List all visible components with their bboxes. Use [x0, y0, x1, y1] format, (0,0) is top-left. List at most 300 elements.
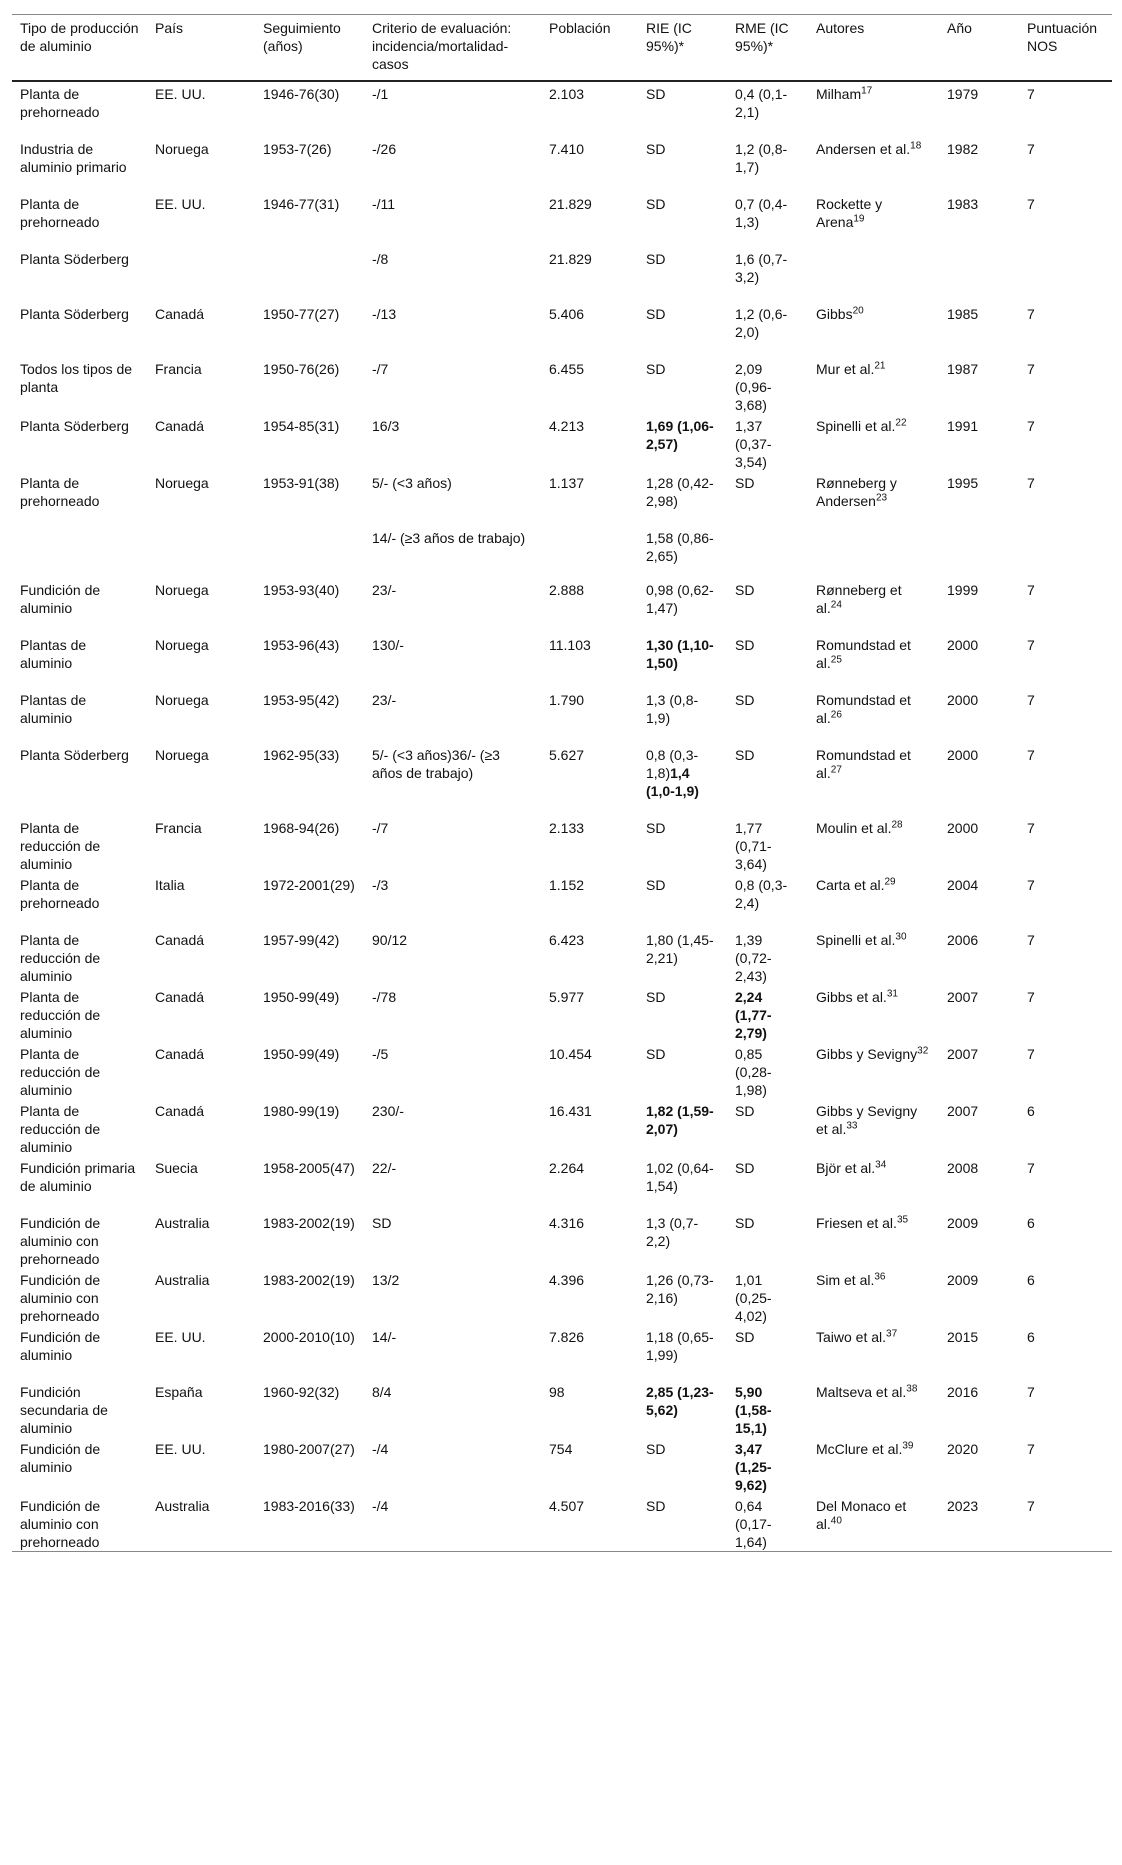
cell-rme [727, 1042, 808, 1099]
reference-number: 25 [830, 654, 842, 666]
cell-criterio-value: -/8 [372, 251, 389, 267]
cell-criterio-value: 14/- (≥3 años de trabajo) [372, 530, 526, 546]
cell-pais-value: EE. UU. [155, 1441, 206, 1457]
cell-autores-value: Maltseva et al. [816, 1384, 907, 1400]
cell-criterio [364, 1325, 541, 1380]
cell-pais-value: Francia [155, 361, 202, 377]
cell-anio-value: 2015 [947, 1329, 979, 1345]
cell-anio [939, 1325, 1019, 1380]
cell-seguimiento [255, 928, 364, 985]
cell-pais-value: Canadá [155, 932, 205, 948]
cell-rme [727, 928, 808, 985]
cell-rme-value: SD [735, 582, 755, 598]
cell-autores [808, 1325, 939, 1380]
cell-anio-value: 2008 [947, 1160, 979, 1176]
cell-tipo [12, 414, 147, 471]
cell-poblacion-value: 4.316 [549, 1215, 585, 1231]
cell-nos [1019, 1042, 1112, 1099]
cell-poblacion [541, 928, 638, 985]
cell-tipo [12, 743, 147, 816]
cell-rme-value: 1,2 (0,6-2,0) [735, 306, 788, 340]
table-row [12, 873, 1112, 928]
cell-autores-value: Björ et al. [816, 1160, 876, 1176]
cell-nos-value: 7 [1027, 989, 1035, 1005]
cell-poblacion [541, 247, 638, 302]
cell-nos [1019, 633, 1112, 688]
cell-autores-value: Friesen et al. [816, 1215, 897, 1231]
table-row [12, 688, 1112, 743]
cell-criterio-value: -/13 [372, 306, 397, 322]
cell-criterio [364, 1211, 541, 1268]
table-row [12, 1099, 1112, 1156]
cell-seguimiento-value: 1983-2016(33) [263, 1498, 355, 1514]
cell-anio [939, 81, 1019, 137]
cell-anio-value: 1985 [947, 306, 979, 322]
cell-rme [727, 247, 808, 302]
cell-nos-value: 6 [1027, 1272, 1035, 1288]
cell-seguimiento-value: 1953-95(42) [263, 692, 340, 708]
cell-tipo-value: Planta de reducción de aluminio [20, 1046, 101, 1098]
cell-anio-value: 2000 [947, 747, 979, 763]
cell-nos-value: 7 [1027, 692, 1035, 708]
cell-autores-value: Gibbs [816, 306, 853, 322]
cell-nos [1019, 743, 1112, 816]
cell-poblacion [541, 633, 638, 688]
header-poblacion: Población [549, 20, 611, 36]
cell-rme [727, 1156, 808, 1211]
reference-number: 35 [896, 1214, 909, 1226]
cell-rme-value: 3,47 (1,25-9,62) [735, 1441, 772, 1493]
cell-tipo [12, 137, 147, 192]
cell-autores [808, 357, 939, 414]
cell-pais [147, 414, 255, 471]
cell-seguimiento [255, 247, 364, 302]
cell-poblacion [541, 526, 638, 578]
cell-tipo-value: Fundición de aluminio [20, 1329, 101, 1363]
cell-tipo [12, 688, 147, 743]
cell-rie [638, 985, 727, 1042]
cell-seguimiento-value: 1946-76(30) [263, 86, 340, 102]
cell-criterio [364, 357, 541, 414]
table-row [12, 1268, 1112, 1325]
cell-rme [727, 357, 808, 414]
cell-poblacion [541, 1156, 638, 1211]
cell-criterio-value: 23/- [372, 582, 397, 598]
cell-tipo [12, 578, 147, 633]
cell-criterio [364, 985, 541, 1042]
cell-tipo [12, 247, 147, 302]
cell-nos [1019, 247, 1112, 302]
cell-nos [1019, 928, 1112, 985]
cell-tipo-value: Plantas de aluminio [20, 637, 87, 671]
cell-rme-value: SD [735, 1215, 755, 1231]
cell-tipo-value: Fundición secundaria de aluminio [20, 1384, 108, 1436]
cell-pais [147, 1156, 255, 1211]
cell-rme-value: SD [735, 1160, 755, 1176]
cell-seguimiento [255, 985, 364, 1042]
cell-criterio-value: -/7 [372, 820, 389, 836]
cell-nos-value: 7 [1027, 475, 1035, 491]
cell-anio [939, 1380, 1019, 1437]
cell-anio-value: 2000 [947, 820, 979, 836]
cell-rie-value: 2,85 (1,23-5,62) [646, 1384, 714, 1418]
cell-rme [727, 1380, 808, 1437]
cell-tipo-value: Planta de prehorneado [20, 475, 100, 509]
cell-rme [727, 192, 808, 247]
cell-poblacion [541, 471, 638, 526]
cell-rme [727, 743, 808, 816]
cell-rme-value: 1,37 (0,37-3,54) [735, 418, 772, 470]
cell-seguimiento-value: 1960-92(32) [263, 1384, 340, 1400]
cell-pais [147, 247, 255, 302]
cell-criterio [364, 873, 541, 928]
cell-anio [939, 1099, 1019, 1156]
table-row [12, 928, 1112, 985]
cell-seguimiento [255, 1042, 364, 1099]
cell-poblacion [541, 1042, 638, 1099]
cell-pais [147, 743, 255, 816]
cell-rie-value: 1,28 (0,42-2,98) [646, 475, 714, 509]
reference-number: 38 [906, 1383, 918, 1395]
cell-criterio [364, 81, 541, 137]
cell-rie [638, 471, 727, 526]
cell-rie-value: 1,82 (1,59-2,07) [646, 1103, 714, 1137]
cell-seguimiento-value: 1957-99(42) [263, 932, 340, 948]
cell-rie-value: SD [646, 86, 666, 102]
cell-anio-value: 1983 [947, 196, 979, 212]
cell-tipo [12, 633, 147, 688]
cell-nos-value: 7 [1027, 361, 1035, 377]
cell-criterio [364, 578, 541, 633]
cell-seguimiento-value: 1968-94(26) [263, 820, 340, 836]
cell-autores-value: McClure et al. [816, 1441, 903, 1457]
cell-nos [1019, 137, 1112, 192]
cell-poblacion [541, 1380, 638, 1437]
cell-anio-value: 2000 [947, 692, 979, 708]
cell-rme [727, 578, 808, 633]
reference-number: 29 [884, 876, 896, 888]
cell-poblacion [541, 302, 638, 357]
cell-pais [147, 1325, 255, 1380]
cell-seguimiento-value: 1972-2001(29) [263, 877, 355, 893]
cell-tipo [12, 357, 147, 414]
cell-seguimiento-value: 1950-76(26) [263, 361, 340, 377]
header-rie: RIE (IC 95%)* [646, 20, 692, 54]
cell-rie-value: SD [646, 1441, 666, 1457]
cell-criterio [364, 743, 541, 816]
reference-number: 32 [917, 1045, 929, 1057]
reference-number: 18 [910, 140, 922, 152]
cell-pais [147, 526, 255, 578]
cell-seguimiento [255, 414, 364, 471]
table-row [12, 743, 1112, 816]
cell-anio-value: 1999 [947, 582, 979, 598]
cell-seguimiento [255, 471, 364, 526]
cell-rme [727, 1325, 808, 1380]
cell-poblacion-value: 4.213 [549, 418, 585, 434]
cell-rme [727, 873, 808, 928]
cell-rie [638, 1042, 727, 1099]
cell-rie-value: 1,3 (0,8-1,9) [646, 692, 699, 726]
cell-tipo [12, 1380, 147, 1437]
cell-nos-value: 7 [1027, 820, 1035, 836]
reference-number: 39 [902, 1440, 914, 1452]
cell-autores [808, 1494, 939, 1552]
cell-pais-value: Suecia [155, 1160, 198, 1176]
cell-poblacion [541, 1211, 638, 1268]
cell-pais [147, 357, 255, 414]
cell-rie [638, 357, 727, 414]
cell-anio-value: 2016 [947, 1384, 979, 1400]
cell-poblacion [541, 578, 638, 633]
cell-criterio [364, 688, 541, 743]
cell-nos [1019, 81, 1112, 137]
cell-nos-value: 7 [1027, 877, 1035, 893]
cell-anio-value: 2007 [947, 1046, 979, 1062]
cell-rme-value: 5,90 (1,58-15,1) [735, 1384, 772, 1436]
cell-seguimiento [255, 1268, 364, 1325]
cell-nos-value: 7 [1027, 306, 1035, 322]
cell-anio [939, 471, 1019, 526]
cell-tipo [12, 471, 147, 526]
reference-number: 37 [886, 1328, 898, 1340]
cell-autores [808, 1211, 939, 1268]
cell-rme-value: SD [735, 637, 755, 653]
cell-criterio-value: -/1 [372, 86, 389, 102]
reference-number: 34 [875, 1159, 887, 1171]
cell-nos-value: 7 [1027, 582, 1035, 598]
cell-nos [1019, 1211, 1112, 1268]
cell-pais [147, 578, 255, 633]
cell-nos [1019, 302, 1112, 357]
cell-pais-value: Noruega [155, 692, 209, 708]
cell-rme [727, 816, 808, 873]
cell-criterio [364, 1156, 541, 1211]
cell-pais-value: EE. UU. [155, 86, 206, 102]
cell-tipo-value: Fundición de aluminio con prehorneado [20, 1498, 101, 1550]
header-nos: Puntuación NOS [1027, 20, 1098, 54]
header-rme: RME (IC 95%)* [735, 20, 789, 54]
cell-seguimiento-value: 1953-7(26) [263, 141, 332, 157]
cell-tipo [12, 873, 147, 928]
cell-pais [147, 302, 255, 357]
cell-pais [147, 816, 255, 873]
cell-poblacion [541, 985, 638, 1042]
cell-rme-value: 2,24 (1,77-2,79) [735, 989, 772, 1041]
cell-criterio [364, 1268, 541, 1325]
cell-anio-value: 2023 [947, 1498, 979, 1514]
cell-autores [808, 928, 939, 985]
cell-rme [727, 633, 808, 688]
cell-pais-value: Noruega [155, 475, 209, 491]
cell-criterio-value: -/5 [372, 1046, 389, 1062]
table-row [12, 1437, 1112, 1494]
cell-rie-value: SD [646, 141, 666, 157]
cell-rie [638, 1268, 727, 1325]
cell-autores-value: Del Monaco et al. [816, 1498, 907, 1532]
cell-poblacion-value: 5.627 [549, 747, 585, 763]
cell-tipo [12, 526, 147, 578]
cell-rie [638, 816, 727, 873]
cell-autores-value: Gibbs y Sevigny [816, 1046, 918, 1062]
cell-autores-value: Milham [816, 86, 862, 102]
cell-pais [147, 1268, 255, 1325]
cell-poblacion-value: 1.790 [549, 692, 585, 708]
cell-autores [808, 633, 939, 688]
cell-seguimiento [255, 633, 364, 688]
cell-autores-value: Carta et al. [816, 877, 885, 893]
cell-rie-value: 0,98 (0,62-1,47) [646, 582, 714, 616]
cell-autores-value: Sim et al. [816, 1272, 875, 1288]
cell-rme-value: 1,39 (0,72-2,43) [735, 932, 772, 984]
cell-criterio-value: 230/- [372, 1103, 404, 1119]
cell-anio [939, 1156, 1019, 1211]
table-row [12, 1211, 1112, 1268]
cell-anio [939, 578, 1019, 633]
cell-rie [638, 1325, 727, 1380]
cell-tipo-value: Planta Söderberg [20, 747, 129, 763]
reference-number: 21 [874, 360, 886, 372]
cell-autores [808, 873, 939, 928]
reference-number: 28 [891, 819, 903, 831]
cell-rie-value: SD [646, 820, 666, 836]
cell-criterio [364, 1099, 541, 1156]
cell-poblacion-value: 2.133 [549, 820, 585, 836]
cell-anio [939, 192, 1019, 247]
cell-seguimiento [255, 743, 364, 816]
cell-rie-value: SD [646, 361, 666, 377]
cell-autores-value: Mur et al. [816, 361, 875, 377]
cell-seguimiento [255, 578, 364, 633]
cell-criterio-value: SD [372, 1215, 392, 1231]
cell-pais-value: Australia [155, 1498, 210, 1514]
cell-rie-value: SD [646, 306, 666, 322]
cell-rie-value: SD [646, 1498, 666, 1514]
cell-rie [638, 414, 727, 471]
cell-autores [808, 985, 939, 1042]
cell-rie-value: 1,58 (0,86-2,65) [646, 530, 714, 564]
cell-poblacion [541, 1494, 638, 1552]
cell-poblacion-value: 2.264 [549, 1160, 585, 1176]
cell-anio-value: 1987 [947, 361, 979, 377]
cell-autores-value: Romundstad et al. [816, 637, 911, 671]
cell-nos [1019, 1099, 1112, 1156]
reference-number: 31 [886, 988, 898, 1000]
cell-tipo [12, 1437, 147, 1494]
cell-anio-value: 2007 [947, 1103, 979, 1119]
cell-seguimiento-value: 1983-2002(19) [263, 1215, 355, 1231]
cell-nos-value: 6 [1027, 1103, 1035, 1119]
cell-criterio-value: 8/4 [372, 1384, 392, 1400]
cell-seguimiento-value: 1946-77(31) [263, 196, 340, 212]
cell-nos [1019, 526, 1112, 578]
cell-seguimiento-value: 1953-96(43) [263, 637, 340, 653]
cell-pais-value: Noruega [155, 747, 209, 763]
cell-rme [727, 81, 808, 137]
cell-rme [727, 526, 808, 578]
cell-nos-value: 7 [1027, 932, 1035, 948]
cell-rie [638, 1380, 727, 1437]
cell-pais [147, 688, 255, 743]
cell-tipo [12, 192, 147, 247]
cell-autores [808, 1380, 939, 1437]
cell-rme [727, 137, 808, 192]
cell-seguimiento-value: 1950-99(49) [263, 1046, 340, 1062]
cell-tipo-value: Planta Söderberg [20, 306, 129, 322]
cell-poblacion [541, 816, 638, 873]
cell-rme-value: 1,01 (0,25-4,02) [735, 1272, 772, 1324]
cell-poblacion [541, 414, 638, 471]
cell-autores [808, 1042, 939, 1099]
cell-tipo-value: Planta de prehorneado [20, 86, 100, 120]
cell-rme-value: 0,64 (0,17-1,64) [735, 1498, 772, 1550]
cell-autores [808, 247, 939, 302]
cell-poblacion [541, 81, 638, 137]
cell-rie [638, 873, 727, 928]
cell-rie-value: SD [646, 877, 666, 893]
cell-criterio-value: 90/12 [372, 932, 408, 948]
cell-criterio-value: 22/- [372, 1160, 397, 1176]
cell-rme-value: 0,7 (0,4-1,3) [735, 196, 788, 230]
header-autores: Autores [816, 20, 865, 36]
cell-autores-value: Spinelli et al. [816, 418, 896, 434]
cell-pais [147, 928, 255, 985]
cell-rme [727, 1211, 808, 1268]
cell-pais [147, 873, 255, 928]
cell-nos [1019, 471, 1112, 526]
cell-nos [1019, 816, 1112, 873]
cell-nos-value: 7 [1027, 86, 1035, 102]
cell-criterio [364, 414, 541, 471]
cell-nos [1019, 1156, 1112, 1211]
table-row [12, 526, 1112, 578]
table-row [12, 633, 1112, 688]
cell-autores [808, 137, 939, 192]
cell-criterio-value: 5/- (<3 años)36/- (≥3 años de trabajo) [372, 747, 500, 781]
cell-tipo-value: Industria de aluminio primario [20, 141, 127, 175]
cell-anio [939, 633, 1019, 688]
cell-anio [939, 526, 1019, 578]
cell-rie [638, 192, 727, 247]
cell-pais [147, 137, 255, 192]
reference-number: 23 [875, 492, 888, 504]
cell-tipo-value: Planta de reducción de aluminio [20, 932, 101, 984]
cell-rme-value: 1,2 (0,8-1,7) [735, 141, 788, 175]
cell-seguimiento-value: 2000-2010(10) [263, 1329, 355, 1345]
cell-nos-value: 7 [1027, 196, 1035, 212]
cell-pais [147, 1099, 255, 1156]
cell-criterio-value: -/11 [372, 196, 396, 212]
cell-seguimiento [255, 816, 364, 873]
cell-pais [147, 1494, 255, 1552]
cell-seguimiento-value: 1950-77(27) [263, 306, 340, 322]
cell-rie-value: 1,30 (1,10-1,50) [646, 637, 714, 671]
cell-poblacion-value: 2.888 [549, 582, 585, 598]
cell-autores-value: Romundstad et al. [816, 692, 911, 726]
cell-nos [1019, 357, 1112, 414]
cell-anio-value: 1995 [947, 475, 979, 491]
cell-seguimiento-value: 1962-95(33) [263, 747, 340, 763]
cell-pais-value: Francia [155, 820, 202, 836]
cell-rie [638, 137, 727, 192]
cell-anio [939, 1494, 1019, 1552]
cell-poblacion-value: 7.410 [549, 141, 585, 157]
cell-criterio [364, 633, 541, 688]
cell-autores-value: Moulin et al. [816, 820, 892, 836]
cell-nos-value: 6 [1027, 1329, 1035, 1345]
cell-rie [638, 688, 727, 743]
cell-nos-value: 7 [1027, 1441, 1035, 1457]
